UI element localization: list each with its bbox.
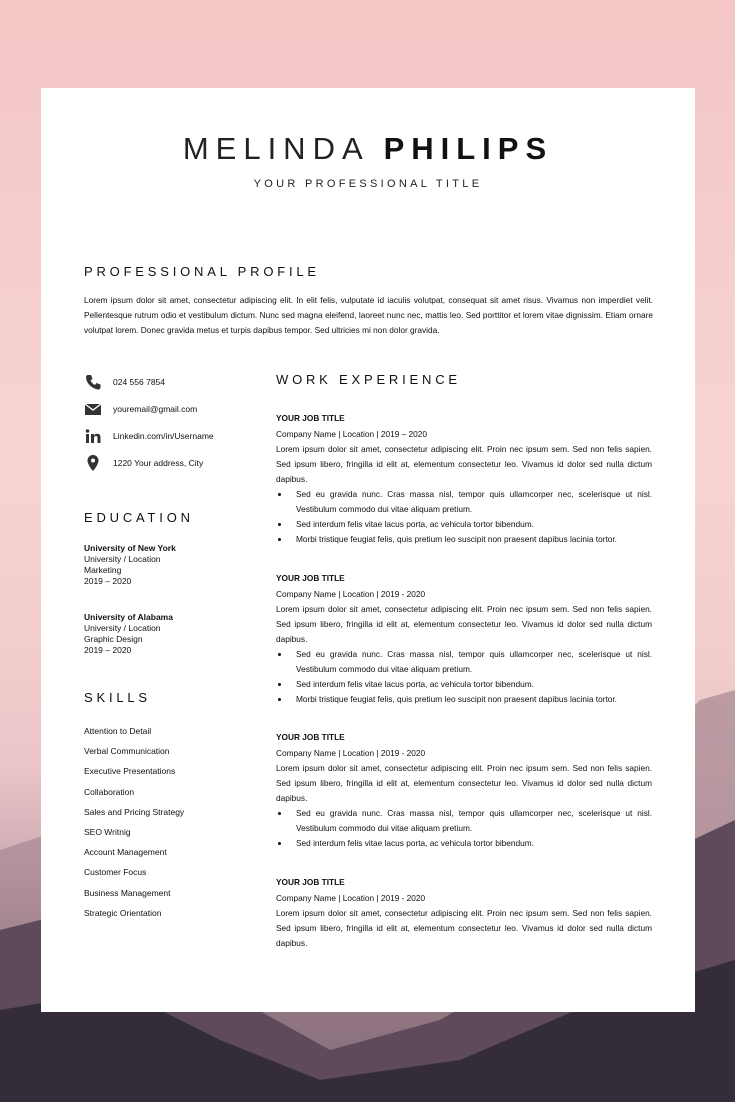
job-bullet: Sed interdum felis vitae lacus porta, ac vehicula tortor bibendum. — [276, 677, 652, 692]
school-location: University / Location — [84, 554, 161, 564]
skill-item: Collaboration — [84, 786, 135, 797]
field-of-study: Marketing — [84, 565, 122, 575]
job-entry — [276, 411, 652, 547]
job-company: Company Name | Location | 2019 - 2020 — [276, 589, 426, 599]
job-bullets — [276, 647, 652, 707]
education-years: 2019 – 2020 — [84, 576, 132, 586]
skill-item: SEO Writnig — [84, 827, 131, 837]
school-location: University / Location — [84, 623, 161, 633]
job-bullet: Sed interdum felis vitae lacus porta, ac vehicula tortor bibendum. — [276, 517, 652, 532]
contact-text: 024 556 7854 — [113, 377, 165, 387]
job-title: YOUR JOB TITLE — [276, 573, 345, 583]
mail-icon — [84, 400, 102, 418]
resume-page — [41, 88, 695, 1012]
contact-text: youremail@gmail.com — [113, 404, 198, 414]
skill-item: Customer Focus — [84, 867, 147, 878]
job-title: YOUR JOB TITLE — [276, 877, 345, 887]
job-bullet: Sed eu gravida nunc. Cras massa nisl, tempor quis ullamcorper nec, scelerisque ut nisl. Vestibulum commodo dui vitae aliquam pretium. — [276, 647, 652, 677]
job-bullet: Morbi tristique feugiat felis, quis pretium leo suscipit non praesent dapibus lacinia tortor. — [276, 532, 652, 547]
linkedin-icon — [84, 427, 102, 445]
job-bullets — [276, 806, 652, 851]
job-company: Company Name | Location | 2019 - 2020 — [276, 748, 426, 758]
contact-item — [84, 400, 197, 418]
contact-text: Linkedin.com/in/Username — [113, 431, 214, 441]
skill-item: Executive Presentations — [84, 766, 176, 777]
contact-text: 1220 Your address, City — [113, 458, 204, 468]
job-bullet: Sed eu gravida nunc. Cras massa nisl, tempor quis ullamcorper nec, scelerisque ut nisl. Vestibulum commodo dui vitae aliquam pretium. — [276, 806, 652, 836]
skill-item: Verbal Communication — [84, 746, 170, 757]
job-bullet: Sed eu gravida nunc. Cras massa nisl, tempor quis ullamcorper nec, scelerisque ut nisl. Vestibulum commodo dui vitae aliquam pretium. — [276, 487, 652, 517]
job-description: Lorem ipsum dolor sit amet, consectetur adipiscing elit. Proin nec ipsum sem. Sed non felis sapien. Sed ipsum libero, fringilla id elit at, elementum consectetur leo. Vivamus id dolor sed nulla dictum dapibus. — [276, 763, 652, 803]
job-bullets — [276, 487, 652, 547]
job-bullet: Morbi tristique feugiat felis, quis pretium leo suscipit non praesent dapibus lacinia tortor. — [276, 692, 652, 707]
job-entry — [276, 571, 652, 707]
education-item — [84, 543, 176, 587]
field-of-study: Graphic Design — [84, 634, 143, 644]
skills-heading: SKILLS — [84, 690, 151, 705]
job-title: YOUR JOB TITLE — [276, 413, 345, 423]
work-experience-heading: WORK EXPERIENCE — [276, 372, 461, 387]
job-description: Lorem ipsum dolor sit amet, consectetur adipiscing elit. Proin nec ipsum sem. Sed non felis sapien. Sed ipsum libero, fringilla id elit at, elementum consectetur leo. Vivamus id dolor sed nulla dictum dapibus. — [276, 604, 652, 644]
job-description: Lorem ipsum dolor sit amet, consectetur adipiscing elit. Proin nec ipsum sem. Sed non felis sapien. Sed ipsum libero, fringilla id elit at, elementum consectetur leo. Vivamus id dolor sed nulla dictum dapibus. — [276, 908, 652, 948]
job-entry — [276, 875, 652, 951]
contact-item — [84, 427, 214, 445]
skill-item: Sales and Pricing Strategy — [84, 806, 185, 817]
skill-item: Business Management — [84, 887, 171, 898]
job-bullet: Sed interdum felis vitae lacus porta, ac vehicula tortor bibendum. — [276, 836, 652, 851]
contact-item — [84, 454, 203, 472]
phone-icon — [84, 373, 102, 391]
profile-heading: PROFESSIONAL PROFILE — [84, 264, 320, 279]
job-description: Lorem ipsum dolor sit amet, consectetur adipiscing elit. Proin nec ipsum sem. Sed non felis sapien. Sed ipsum libero, fringilla id elit at, elementum consectetur leo. Vivamus id dolor sed nulla dictum dapibus. — [276, 444, 652, 484]
profile-text: Lorem ipsum dolor sit amet, consectetur adipiscing elit. In elit felis, vulputate id iaculis volutpat, consequat sit amet risus. Vivamus non imperdiet velit. Pellentesque rutrum odio et vestibulum dictum. Nunc sed magna eleifend, laoreet nunc nec, mattis leo. Sed porttitor et lorem vitae dignissim. Etiam ornare volutpat lorem. Donec gravida metus et turpis dapibus tempor. Sed ultricies mi non dolor gravida. — [84, 295, 653, 335]
professional-title: YOUR PROFESSIONAL TITLE — [253, 178, 483, 190]
school-name: University of Alabama — [84, 612, 173, 622]
education-years: 2019 – 2020 — [84, 645, 132, 655]
skill-item: Account Management — [84, 847, 167, 858]
location-pin-icon — [84, 454, 102, 472]
education-item — [84, 612, 173, 656]
job-entry — [276, 730, 652, 851]
job-company: Company Name | Location | 2019 – 2020 — [276, 429, 427, 439]
school-name: University of New York — [84, 543, 176, 553]
skill-item: Attention to Detail — [84, 726, 152, 736]
job-title: YOUR JOB TITLE — [276, 732, 345, 742]
candidate-name: MELINDA PHILIPS — [182, 131, 554, 166]
job-company: Company Name | Location | 2019 - 2020 — [276, 893, 426, 903]
skill-item: Strategic Orientation — [84, 907, 162, 918]
education-heading: EDUCATION — [84, 510, 194, 525]
contact-item — [84, 373, 165, 391]
